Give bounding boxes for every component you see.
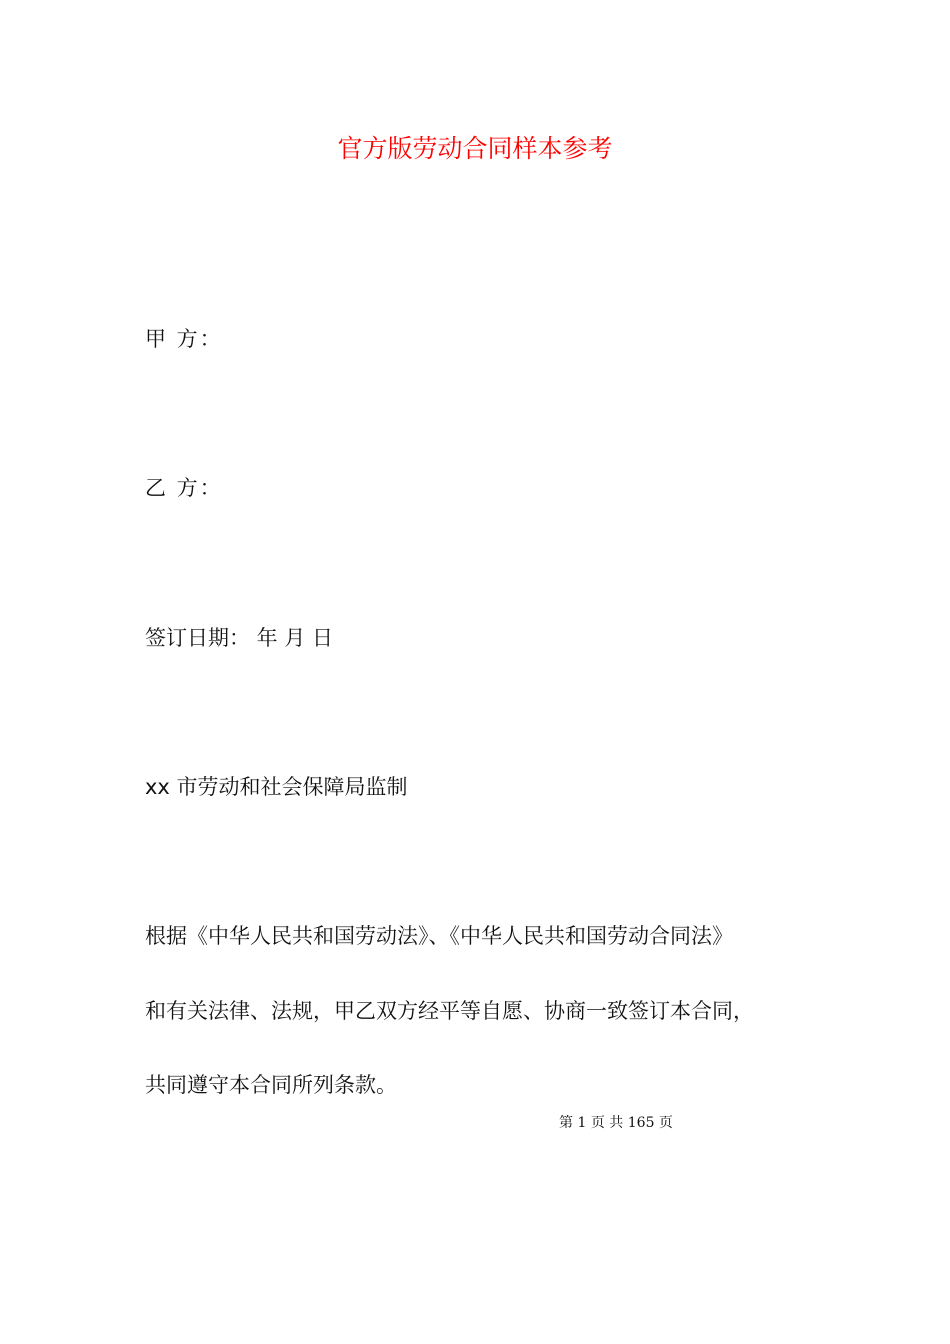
paragraph-line: 和有关法律、法规，甲乙双方经平等自愿、协商一致签订本合同， — [145, 999, 754, 1023]
paragraph-line: 共同遵守本合同所列条款。 — [145, 1073, 397, 1097]
party-a-label: 甲 方： — [145, 327, 223, 351]
party-b-label: 乙 方： — [145, 476, 223, 500]
issuer-text: xx 市劳动和社会保障局监制 — [145, 775, 408, 799]
page-footer: 第 1 页 共 165 页 — [559, 1115, 673, 1131]
document-title: 官方版劳动合同样本参考 — [337, 134, 613, 163]
paragraph-line: 根据《中华人民共和国劳动法》、《中华人民共和国劳动合同法》 — [145, 924, 733, 948]
sign-date-label: 签订日期： 年 月 日 — [145, 626, 334, 650]
